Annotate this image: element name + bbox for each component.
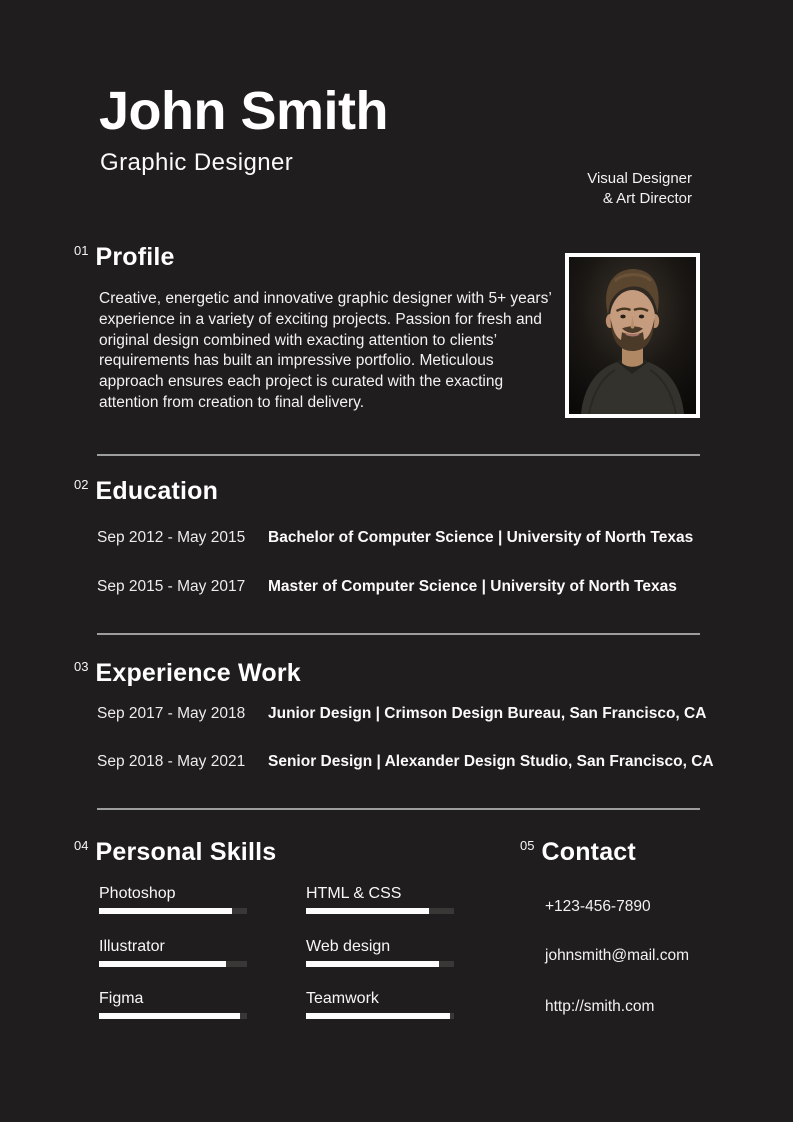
experience-item: [97, 705, 706, 723]
experience-section-heading: [74, 659, 301, 688]
contact-website: http://smith.com: [545, 998, 655, 1015]
section-title: Profile: [95, 243, 175, 271]
person-name: John Smith: [99, 81, 388, 141]
section-divider: [97, 633, 700, 635]
skill-bar-fill: [99, 1013, 240, 1019]
section-number: 05: [520, 838, 535, 853]
section-number: 03: [74, 659, 89, 674]
education-item: [97, 529, 693, 547]
tagline: [587, 169, 692, 209]
skill-bar: [306, 908, 454, 914]
skill-item: [306, 937, 454, 967]
education-dates: Sep 2015 - May 2017: [97, 578, 246, 595]
skill-bar: [306, 961, 454, 967]
education-item: [97, 578, 677, 596]
skills-section-heading: [74, 838, 276, 867]
section-title: Contact: [541, 838, 636, 866]
skill-bar: [99, 961, 247, 967]
skill-label: Teamwork: [306, 990, 379, 1007]
experience-item: [97, 753, 714, 771]
section-number: 02: [74, 477, 89, 492]
profile-photo: [565, 253, 700, 418]
skill-label: Figma: [99, 990, 144, 1007]
skill-bar-fill: [306, 1013, 450, 1019]
education-degree: Bachelor of Computer Science | University of North Texas: [268, 529, 694, 546]
contact-section-heading: [520, 838, 636, 867]
skill-item: [99, 884, 247, 914]
skill-bar: [99, 908, 247, 914]
education-dates: Sep 2012 - May 2015: [97, 529, 246, 546]
skill-item: [99, 989, 247, 1019]
experience-dates: Sep 2017 - May 2018: [97, 705, 246, 722]
profile-section-heading: [74, 243, 175, 272]
skill-bar-fill: [306, 908, 429, 914]
man-portrait-photo-icon: [569, 257, 696, 414]
experience-position: Senior Design | Alexander Design Studio, San Francisco, CA: [268, 753, 714, 770]
experience-position: Junior Design | Crimson Design Bureau, San Francisco, CA: [268, 705, 707, 722]
skill-bar: [306, 1013, 454, 1019]
experience-dates: Sep 2018 - May 2021: [97, 753, 246, 770]
profile-summary: Creative, energetic and innovative graphic designer with 5+ years’ experience in a variety of exciting projects. Passion for fresh and original design combined with exacting attention to clients’ requirements has built an impressive portfolio. Meticulous approach ensures each project is curated with the exacting attention from creation to final delivery.: [99, 290, 552, 411]
skill-item: [306, 989, 454, 1019]
skill-label: Photoshop: [99, 885, 176, 902]
tagline-line1: Visual Designer: [587, 170, 692, 187]
skill-label: HTML & CSS: [306, 885, 402, 902]
section-title: Personal Skills: [95, 838, 277, 866]
skill-bar-fill: [99, 908, 232, 914]
skill-bar: [99, 1013, 247, 1019]
section-divider: [97, 454, 700, 456]
tagline-line2: & Art Director: [602, 190, 692, 207]
education-degree: Master of Computer Science | University of North Texas: [268, 578, 677, 595]
skill-label: Web design: [306, 938, 391, 955]
skill-item: [99, 937, 247, 967]
section-number: 01: [74, 243, 89, 258]
contact-email: johnsmith@mail.com: [545, 947, 690, 964]
skill-bar-fill: [306, 961, 439, 967]
person-role: Graphic Designer: [100, 149, 294, 176]
contact-phone: +123-456-7890: [545, 898, 651, 915]
skill-item: [306, 884, 454, 914]
section-number: 04: [74, 838, 89, 853]
section-divider: [97, 808, 700, 810]
education-section-heading: [74, 477, 218, 506]
skill-bar-fill: [99, 961, 226, 967]
skill-label: Illustrator: [99, 938, 165, 955]
section-title: Education: [95, 477, 219, 505]
section-title: Experience Work: [95, 659, 301, 687]
